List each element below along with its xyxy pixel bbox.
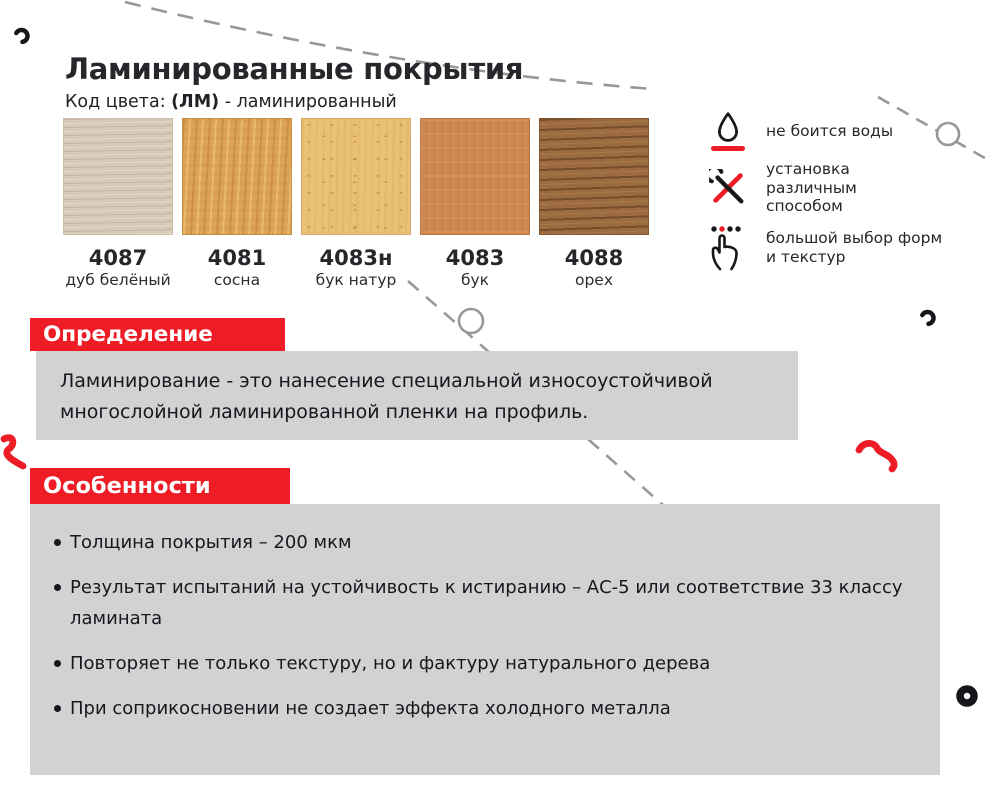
wrench-screwdriver-icon (706, 169, 750, 207)
wood-texture-tile (539, 118, 649, 235)
features-panel (30, 504, 940, 775)
color-swatch (539, 118, 649, 289)
red-scribble-left (4, 438, 23, 466)
swatch-code: 4083н (319, 246, 393, 270)
feature-bullet-text: Толщина покрытия – 200 мкм (70, 532, 352, 553)
wood-swatch-row (63, 118, 649, 289)
crescent-mark-top-left (16, 30, 27, 42)
feature-bullet-text: Повторяет не только текстуру, но и фактуру натурального дерева (70, 652, 711, 674)
color-swatch (420, 118, 530, 289)
benefit-label: большой выбор форм и текстур (766, 229, 943, 266)
wood-texture-tile (63, 118, 173, 235)
features-heading: Особенности (30, 468, 290, 504)
swatch-code: 4088 (564, 246, 624, 270)
bullet-dot-icon (54, 705, 61, 712)
color-swatch (182, 118, 292, 289)
subtitle-suffix: - ламинированный (219, 92, 397, 112)
red-scribble-right (859, 443, 894, 469)
swatch-code: 4087 (88, 246, 148, 270)
red-underline (711, 146, 745, 151)
wood-texture-tile (182, 118, 292, 235)
subtitle-prefix: Код цвета: (65, 92, 172, 112)
page-subtitle (65, 92, 397, 112)
swatch-name: дуб белёный (65, 271, 171, 289)
swatch-code: 4081 (207, 246, 267, 270)
definition-text: Ламинирование - это нанесение специальной износоустойчивой многослойной ламинированной пленки на профиль. (60, 370, 713, 423)
crescent-mark-right (922, 312, 933, 324)
definition-heading: Определение (30, 318, 285, 351)
hand-tap-icon (706, 225, 750, 271)
water-drop-icon (706, 112, 750, 151)
color-swatch (63, 118, 173, 289)
swatch-code: 4083 (445, 246, 505, 270)
feature-bullet-text: При соприкосновении не создает эффекта холодного металла (70, 697, 671, 719)
feature-bullet-text: Результат испытаний на устойчивость к истиранию – АС-5 или соответствие 33 классу ламината (70, 576, 903, 629)
bullet-dot-icon (54, 539, 61, 546)
wood-texture-tile (420, 118, 530, 235)
swatch-name: сосна (213, 271, 261, 289)
definition-panel (36, 351, 798, 440)
swatch-name: бук натур (315, 271, 397, 289)
benefit-variety (706, 225, 966, 271)
benefit-water (706, 112, 966, 151)
benefit-label: установка различным способом (766, 160, 857, 216)
wood-texture-tile (301, 118, 411, 235)
swatch-name: бук (460, 271, 490, 289)
color-swatch (301, 118, 411, 289)
color-code: (ЛМ) (171, 92, 220, 112)
benefit-label: не боится воды (766, 122, 894, 141)
swatch-name: орех (574, 271, 614, 289)
benefits-list (706, 112, 966, 280)
bullet-dot-icon (54, 660, 61, 667)
page-title: Ламинированные покрытия (65, 52, 524, 86)
feature-bullet (54, 694, 926, 725)
bullet-dot-icon (54, 584, 61, 591)
feature-bullet (54, 528, 926, 559)
circle-marker-middle (459, 309, 483, 333)
feature-bullet (54, 573, 926, 635)
donut-dot (960, 689, 974, 703)
feature-bullet (54, 649, 926, 680)
benefit-installation (706, 160, 966, 216)
